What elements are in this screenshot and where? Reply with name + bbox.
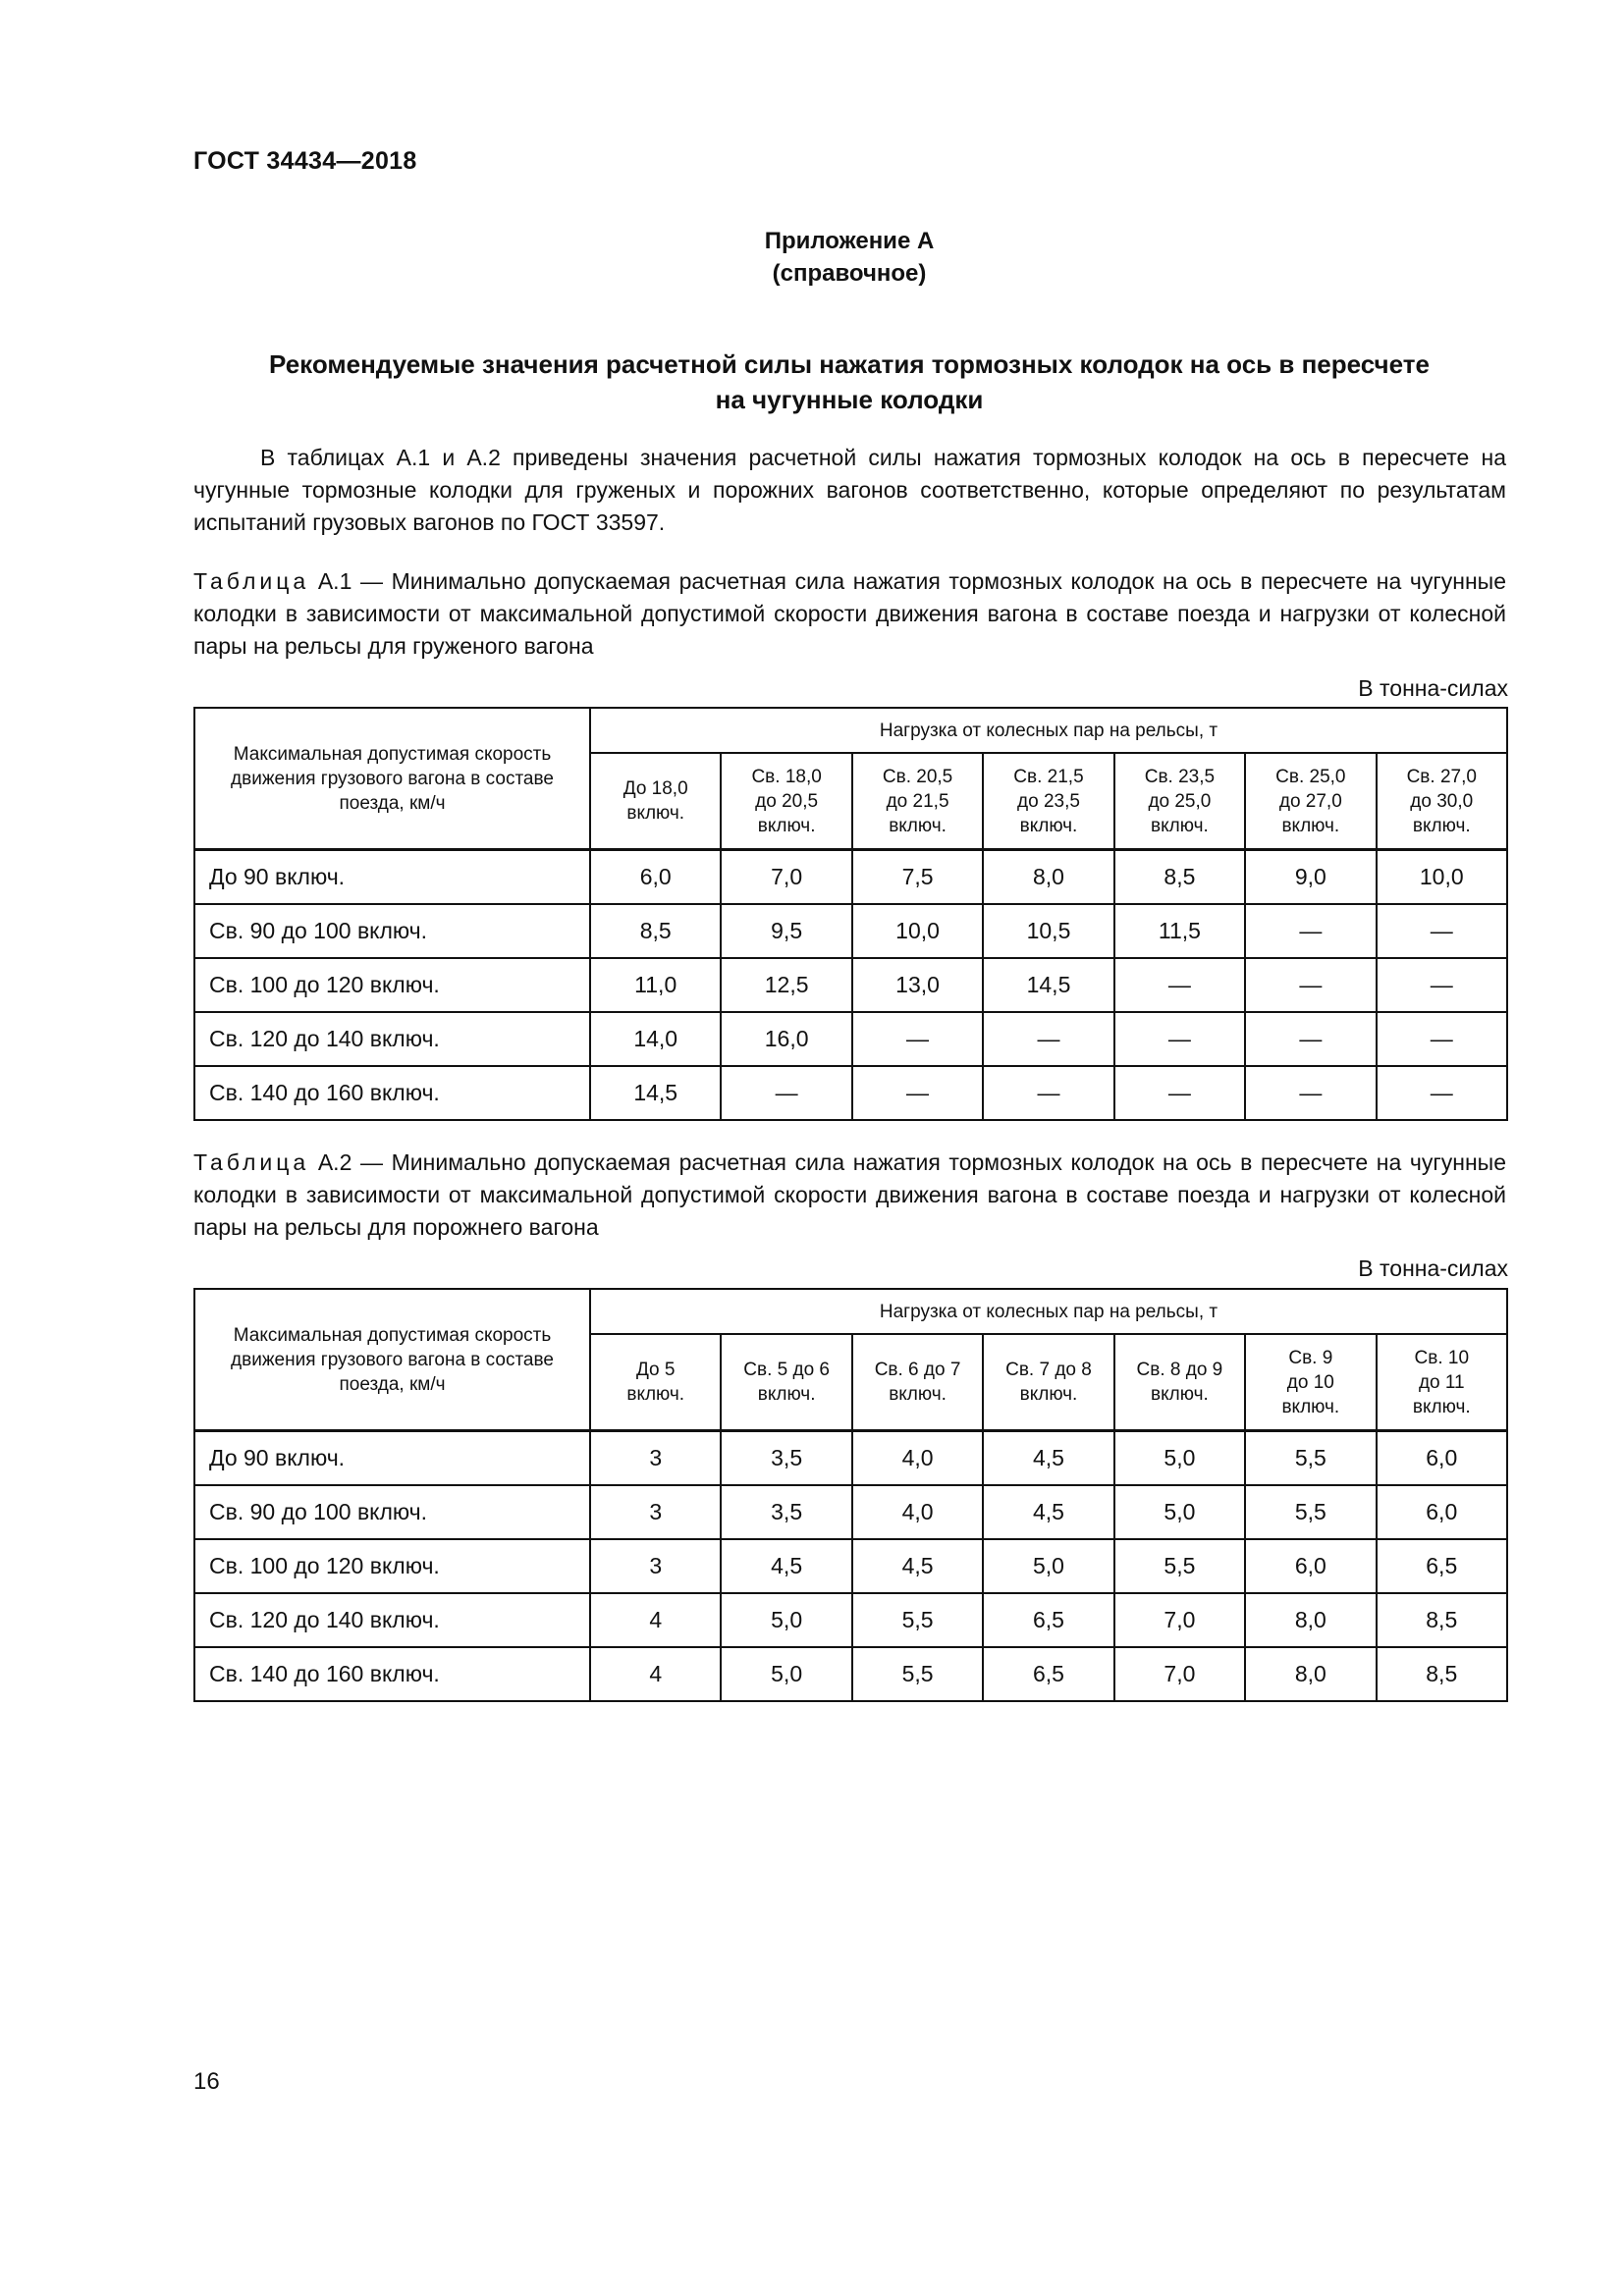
table-2-column-header-line: включ. <box>626 1384 685 1405</box>
document-id: ГОСТ 34434—2018 <box>193 147 417 175</box>
table-2-column-header <box>590 1334 721 1431</box>
table-2-column-header-line: Св. 7 до 8 <box>1005 1360 1092 1380</box>
table-1-row <box>194 904 1507 958</box>
table-2-column-header-line: Св. 9 <box>1288 1347 1333 1368</box>
table-1-column-header-line: Св. 27,0 <box>1406 766 1477 787</box>
table-1-cell: 8,5 <box>1114 850 1245 904</box>
table-2-load-header: Нагрузка от колесных пар на рельсы, т <box>590 1289 1507 1334</box>
table-1-row-label: Св. 100 до 120 включ. <box>194 958 590 1012</box>
table-2-cell: 3,5 <box>721 1485 851 1539</box>
table-1-caption-text: А.1 — Минимально допускаемая расчетная сила нажатия тормозных колодок на ось в пересчете на чугунные колодки в зависимости от максимальной допустимой скорости движения вагона в составе поезда и нагрузки от колесной пары на рельсы для груженого вагона <box>193 568 1506 659</box>
table-1-row-label: До 90 включ. <box>194 850 590 904</box>
table-1-column-header-line: Св. 23,5 <box>1144 766 1216 787</box>
table-2-cell: 4,5 <box>721 1539 851 1593</box>
table-2-column-header-line: до 10 <box>1286 1371 1334 1393</box>
table-1-column-header <box>721 753 851 850</box>
table-2-cell: 5,5 <box>852 1647 983 1701</box>
intro-paragraph: В таблицах А.1 и А.2 приведены значения расчетной силы нажатия тормозных колодок на ось в пересчете на чугунные тормозные колодки для груженых и порожних вагонов соответственно, которые определяют по результатам испытаний грузовых вагонов по ГОСТ 33597. <box>193 445 1506 535</box>
table-1-cell: — <box>1245 1066 1376 1120</box>
table-1-row-label: Св. 120 до 140 включ. <box>194 1012 590 1066</box>
table-2-units: В тонна-силах <box>1358 1255 1508 1281</box>
table-1-cell: 13,0 <box>852 958 983 1012</box>
table-2-row <box>194 1647 1507 1701</box>
table-1-cell: — <box>1114 1012 1245 1066</box>
table-1-cell: — <box>1377 1066 1507 1120</box>
table-2-column-header-line: до 11 <box>1418 1371 1465 1393</box>
table-1-label: Таблица <box>193 568 310 594</box>
table-1-cell: — <box>1245 904 1376 958</box>
table-2-cell: 4,5 <box>983 1431 1113 1485</box>
table-2-cell: 3,5 <box>721 1431 851 1485</box>
table-2-column-header <box>1245 1334 1376 1431</box>
table-1-column-header-line: до 25,0 <box>1148 790 1212 812</box>
table-1-column-header <box>1245 753 1376 850</box>
table-2-column-header <box>852 1334 983 1431</box>
table-2-cell: 3 <box>590 1485 721 1539</box>
table-1-cell: 7,5 <box>852 850 983 904</box>
table-1-column-header <box>852 753 983 850</box>
table-2-cell: 4 <box>590 1593 721 1647</box>
table-2-cell: 5,0 <box>721 1647 851 1701</box>
table-2-cell: 5,0 <box>1114 1485 1245 1539</box>
table-1-column-header <box>1377 753 1507 850</box>
table-1-column-header-line: до 20,5 <box>755 790 819 812</box>
table-1-load-header: Нагрузка от колесных пар на рельсы, т <box>590 708 1507 753</box>
table-2-column-header-line: включ. <box>1019 1384 1078 1405</box>
table-2-cell: 5,0 <box>1114 1431 1245 1485</box>
table-2-row <box>194 1593 1507 1647</box>
table-2-cell: 6,0 <box>1377 1431 1507 1485</box>
annex-heading-line-2: на чугунные колодки <box>715 385 984 414</box>
table-1-cell: — <box>1377 958 1507 1012</box>
table-2-row <box>194 1539 1507 1593</box>
table-2-column-header-line: Св. 10 <box>1414 1347 1470 1368</box>
table-1-row <box>194 1066 1507 1120</box>
table-2-cell: 8,5 <box>1377 1647 1507 1701</box>
annex-block <box>193 225 1505 290</box>
table-1-cell: — <box>852 1066 983 1120</box>
table-1-row <box>194 850 1507 904</box>
table-2 <box>193 1288 1508 1702</box>
table-1-cell: 9,0 <box>1245 850 1376 904</box>
table-2-cell: 6,5 <box>983 1647 1113 1701</box>
page-number: 16 <box>193 2068 220 2095</box>
table-2-row <box>194 1431 1507 1485</box>
table-2-row <box>194 1485 1507 1539</box>
table-2-row-label: До 90 включ. <box>194 1431 590 1485</box>
table-1-cell: — <box>983 1012 1113 1066</box>
table-2-row-label: Св. 90 до 100 включ. <box>194 1485 590 1539</box>
table-1-cell: — <box>1245 958 1376 1012</box>
table-1-column-header-line: включ. <box>757 815 816 836</box>
table-1-cell: 14,5 <box>590 1066 721 1120</box>
table-1-speed-header: Максимальная допустимая скорость движения грузового вагона в составе поезда, км/ч <box>194 708 590 850</box>
table-1-column-header-line: включ. <box>1281 815 1340 836</box>
table-1-cell: 8,5 <box>590 904 721 958</box>
table-1-cell: — <box>1245 1012 1376 1066</box>
table-1-cell: 9,5 <box>721 904 851 958</box>
table-1-cell: 11,5 <box>1114 904 1245 958</box>
table-2-row-label: Св. 140 до 160 включ. <box>194 1647 590 1701</box>
table-2-cell: 8,0 <box>1245 1647 1376 1701</box>
table-1-cell: 11,0 <box>590 958 721 1012</box>
table-1-column-header-line: до 30,0 <box>1410 790 1474 812</box>
table-1-column-header-line: включ. <box>1412 815 1471 836</box>
table-1-column-header-line: включ. <box>626 803 685 824</box>
table-1-cell: 10,0 <box>852 904 983 958</box>
table-1-cell: 10,5 <box>983 904 1113 958</box>
table-2-column-header-line: включ. <box>1281 1396 1340 1417</box>
table-1-column-header-line: Св. 18,0 <box>751 766 822 787</box>
table-1-column-header-line: до 21,5 <box>886 790 949 812</box>
table-2-cell: 7,0 <box>1114 1593 1245 1647</box>
table-2-column-header-line: включ. <box>889 1384 947 1405</box>
table-2-cell: 4,0 <box>852 1485 983 1539</box>
annex-note: (справочное) <box>772 260 927 287</box>
table-1-units: В тонна-силах <box>1358 675 1508 701</box>
table-1-cell: — <box>1377 904 1507 958</box>
table-2-cell: 6,0 <box>1245 1539 1376 1593</box>
table-2-column-header-line: Св. 8 до 9 <box>1136 1360 1223 1380</box>
table-2-cell: 5,5 <box>1245 1431 1376 1485</box>
annex-title: Приложение А <box>764 228 935 254</box>
table-1-column-header-line: До 18,0 <box>623 778 688 799</box>
table-2-cell: 4,5 <box>983 1485 1113 1539</box>
table-2-cell: 5,5 <box>1245 1485 1376 1539</box>
annex-heading <box>193 347 1505 417</box>
table-1-cell: — <box>983 1066 1113 1120</box>
table-2-speed-header: Максимальная допустимая скорость движения грузового вагона в составе поезда, км/ч <box>194 1289 590 1431</box>
table-2-cell: 3 <box>590 1431 721 1485</box>
table-1-column-header-line: Св. 21,5 <box>1013 766 1084 787</box>
table-2-cell: 8,5 <box>1377 1593 1507 1647</box>
table-2-column-header <box>983 1334 1113 1431</box>
table-2-cell: 6,5 <box>983 1593 1113 1647</box>
table-2-cell: 7,0 <box>1114 1647 1245 1701</box>
table-2-label: Таблица <box>193 1149 310 1175</box>
table-2-cell: 4,5 <box>852 1539 983 1593</box>
table-2-column-header <box>1377 1334 1507 1431</box>
table-1-column-header-line: включ. <box>1151 815 1209 836</box>
table-1-cell: 16,0 <box>721 1012 851 1066</box>
table-1-column-header-line: до 23,5 <box>1017 790 1080 812</box>
table-2-column-header-line: Св. 5 до 6 <box>743 1360 830 1380</box>
table-1-cell: 7,0 <box>721 850 851 904</box>
table-1 <box>193 707 1508 1121</box>
table-1-column-header-line: включ. <box>1019 815 1078 836</box>
table-1-cell: 14,0 <box>590 1012 721 1066</box>
table-1-cell: 12,5 <box>721 958 851 1012</box>
table-1-cell: 14,5 <box>983 958 1113 1012</box>
table-1-cell: 8,0 <box>983 850 1113 904</box>
table-1-column-header-line: Св. 20,5 <box>882 766 953 787</box>
table-2-caption-text: А.2 — Минимально допускаемая расчетная сила нажатия тормозных колодок на ось в пересчете на чугунные колодки в зависимости от максимальной допустимой скорости движения вагона в составе поезда и нагрузки от колесной пары на рельсы для порожнего вагона <box>193 1149 1506 1240</box>
table-2-cell: 8,0 <box>1245 1593 1376 1647</box>
table-1-column-header <box>1114 753 1245 850</box>
table-1-caption <box>193 565 1506 663</box>
table-1-cell: 10,0 <box>1377 850 1507 904</box>
table-2-column-header-line: включ. <box>1151 1384 1209 1405</box>
table-2-cell: 4,0 <box>852 1431 983 1485</box>
table-2-caption <box>193 1147 1506 1244</box>
annex-heading-line-1: Рекомендуемые значения расчетной силы нажатия тормозных колодок на ось в пересчете <box>269 349 1430 379</box>
table-2-column-header-line: Св. 6 до 7 <box>874 1360 961 1380</box>
table-1-cell: — <box>721 1066 851 1120</box>
table-1-row <box>194 958 1507 1012</box>
table-2-column-header-line: До 5 <box>635 1360 676 1380</box>
table-1-row <box>194 1012 1507 1066</box>
table-1-column-header-line: Св. 25,0 <box>1275 766 1346 787</box>
table-2-row-label: Св. 100 до 120 включ. <box>194 1539 590 1593</box>
table-2-cell: 4 <box>590 1647 721 1701</box>
table-1-cell: — <box>852 1012 983 1066</box>
table-1-column-header-line: включ. <box>889 815 947 836</box>
table-2-column-header-line: включ. <box>1412 1396 1471 1417</box>
table-2-column-header <box>721 1334 851 1431</box>
table-1-cell: — <box>1114 958 1245 1012</box>
table-2-column-header-line: включ. <box>757 1384 816 1405</box>
table-2-row-label: Св. 120 до 140 включ. <box>194 1593 590 1647</box>
table-2-cell: 5,5 <box>852 1593 983 1647</box>
table-1-column-header <box>983 753 1113 850</box>
table-2-cell: 5,5 <box>1114 1539 1245 1593</box>
table-2-column-header <box>1114 1334 1245 1431</box>
table-1-cell: — <box>1377 1012 1507 1066</box>
table-2-cell: 5,0 <box>983 1539 1113 1593</box>
table-1-row-label: Св. 140 до 160 включ. <box>194 1066 590 1120</box>
table-1-column-header-line: до 27,0 <box>1278 790 1342 812</box>
table-1-cell: — <box>1114 1066 1245 1120</box>
table-1-column-header <box>590 753 721 850</box>
table-2-cell: 6,0 <box>1377 1485 1507 1539</box>
table-2-cell: 3 <box>590 1539 721 1593</box>
table-1-row-label: Св. 90 до 100 включ. <box>194 904 590 958</box>
table-2-cell: 5,0 <box>721 1593 851 1647</box>
table-2-cell: 6,5 <box>1377 1539 1507 1593</box>
table-1-cell: 6,0 <box>590 850 721 904</box>
